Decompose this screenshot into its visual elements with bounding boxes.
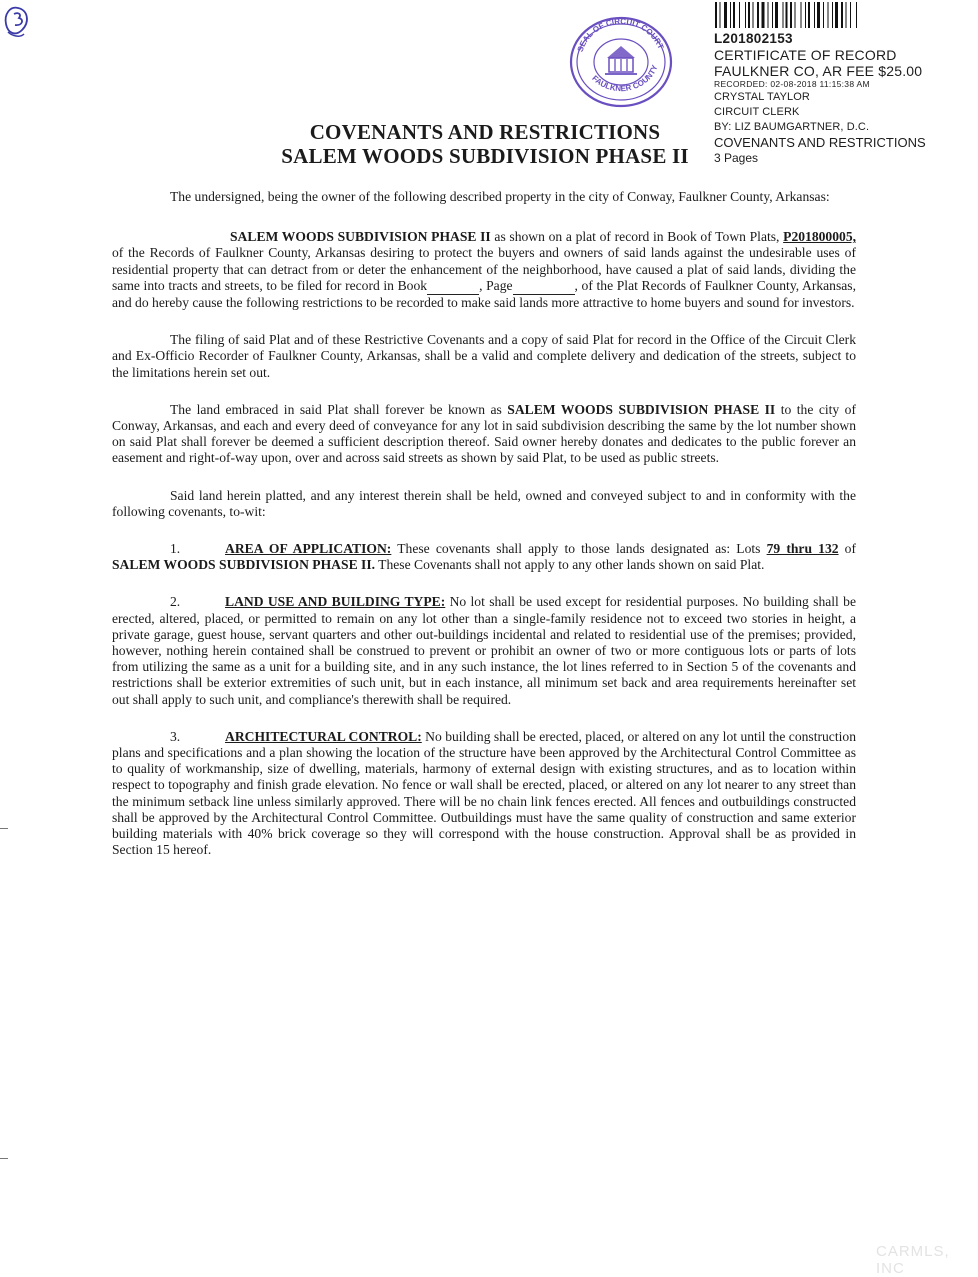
section-1 [112,541,856,573]
stamp-recorded-date: RECORDED: 02-08-2018 11:15:38 AM [714,79,870,89]
plat-paragraph [112,229,856,311]
stamp-document-type: COVENANTS AND RESTRICTIONS [714,135,926,150]
title-line-2: SALEM WOODS SUBDIVISION PHASE II [281,144,689,168]
section-number: 3. [170,728,181,744]
section-3 [112,729,856,859]
barcode [715,2,905,28]
plat-number: P201800005, [783,229,857,245]
document-number: L201802153 [714,31,793,46]
stamp-clerk-name: CRYSTAL TAYLOR [714,91,810,103]
section-3-text: No building shall be erected, placed, or altered on any lot until the construction plans and specifications and a plan showing the location of the structure have been approved by the Architectural Control Committee as to quality of workmanship, size of dwelling, materials, harmony of external design with existing structures, and as to location within respect to topography and finish grade elevation. No fence or wall shall be erected, placed, or altered on any lot nearer to any street than the minimum setback line unless similarly approved. There will be no chain link fences erected. All fences and outbuildings constructed shall be approved by the Architectural Control Committee. Outbuildings must have the same quality of construction and same exterior building materials with 40% brick coverage so they will correspond with the house construction. Approval shall be as provided in Section 15 hereof. [112,728,856,858]
scan-edge-mark [0,1158,8,1159]
plat-text-3: , Page [479,277,513,293]
dedication-text-1: The land embraced in said Plat shall forever be known as [170,401,508,417]
mls-watermark: CARMLS, INC [876,1243,950,1277]
page-blank [513,278,575,295]
stamp-certificate: CERTIFICATE OF RECORD [714,47,897,63]
lot-range: 79 thru 132 [766,541,839,557]
document-body [112,189,856,859]
section-heading: ARCHITECTURAL CONTROL: [225,728,422,744]
plat-text-1: as shown on a plat of record in Book of Town Plats, [490,229,784,245]
seal-ring-top-text: SEAL OF CIRCUIT COURT [575,16,666,53]
title-line-1: COVENANTS AND RESTRICTIONS [309,120,661,144]
plat-text-2: of the Records of Faulkner County, Arkansas desiring to protect the buyers and owners of said lands against the undesirable uses of residential property that can detract from or deter the enhancement of the neighborhood, have caused a plat of said lands, dividing the same into tracts and streets, to be filed for record in Book [112,245,856,293]
svg-text:FAULKNER COUNTY [590,63,660,93]
conformity-paragraph: Said land herein platted, and any interest therein shall be held, owned and conveyed subject to and in conformity with the following covenants, to-wit: [112,487,856,519]
stamp-county-fee: FAULKNER CO, AR FEE $25.00 [714,63,923,79]
plat-text-4: , of the Plat Records of Faulkner County, Arkansas, and do hereby cause the following restrictions to be recorded to make said lands more attractive to home buyers and sound for investors. [112,277,856,311]
section-number: 1. [170,541,181,557]
section-heading: AREA OF APPLICATION: [225,541,392,557]
intro-paragraph: The undersigned, being the owner of the following described property in the city of Conway, Faulkner County, Arkansas: [170,189,830,204]
recording-stamp [714,30,969,165]
circuit-court-seal [565,12,675,108]
subdivision-name: SALEM WOODS SUBDIVISION PHASE II [507,401,776,417]
dedication-paragraph [112,402,856,467]
stamp-page-count: 3 Pages [714,151,759,165]
seal-ring-bottom-text: FAULKNER COUNTY [590,63,660,94]
subdivision-name: SALEM WOODS SUBDIVISION PHASE II. [112,557,376,573]
section-1-text-3: These Covenants shall not apply to any other lands shown on said Plat. [375,557,765,573]
stamp-deputy: BY: LIZ BAUMGARTNER, D.C. [714,121,870,133]
section-1-text-2: of [838,541,857,557]
handwritten-page-mark [2,0,38,40]
section-number: 2. [170,594,181,610]
section-2 [112,594,856,707]
stamp-clerk-title: CIRCUIT CLERK [714,106,800,118]
subdivision-name: SALEM WOODS SUBDIVISION PHASE II [230,229,491,245]
book-blank [427,278,479,295]
scan-edge-mark [0,828,8,829]
document-title [230,120,740,168]
section-2-text: No lot shall be used except for residential purposes. No building shall be erected, altered, placed, or permitted to remain on any lot other than a single-family residence not to exceed two stories in height, a private garage, guest house, servant quarters and other out-buildings incidental and related to residential use of the premises; provided, however, nothing herein contained shall be construed to prevent or prohibit an owner of two or more contiguous lots or parts of lots from utilizing the same as a unit for a building site, and in any such instance, the lot lines referred to in Section 5 of the covenants and restrictions shall be exterior extremities of such unit, but in each instance, all minimum set back and area requirements hereinafter set out shall apply to such unit, and compliance's therewith shall be required. [112,594,856,707]
filing-paragraph: The filing of said Plat and of these Restrictive Covenants and a copy of said Plat for record in the Office of the Circuit Clerk and Ex-Officio Recorder of Faulkner County, Arkansas, shall be a valid and complete delivery and dedication of the streets, subject to the limitations herein set out. [112,332,856,380]
section-1-text-1: These covenants shall apply to those lands designated as: Lots [391,541,767,557]
dedication-text-2: to the city of Conway, Arkansas, and each and every deed of conveyance for any lot in said subdivision describing the same by the lot number shown on said Plat shall forever be deemed a sufficient description thereof. Said owner hereby donates and dedicates to the public forever an easement and right-of-way upon, over and across said streets as shown by said Plat, to be used as public streets. [112,401,857,466]
section-heading: LAND USE AND BUILDING TYPE: [225,594,446,610]
